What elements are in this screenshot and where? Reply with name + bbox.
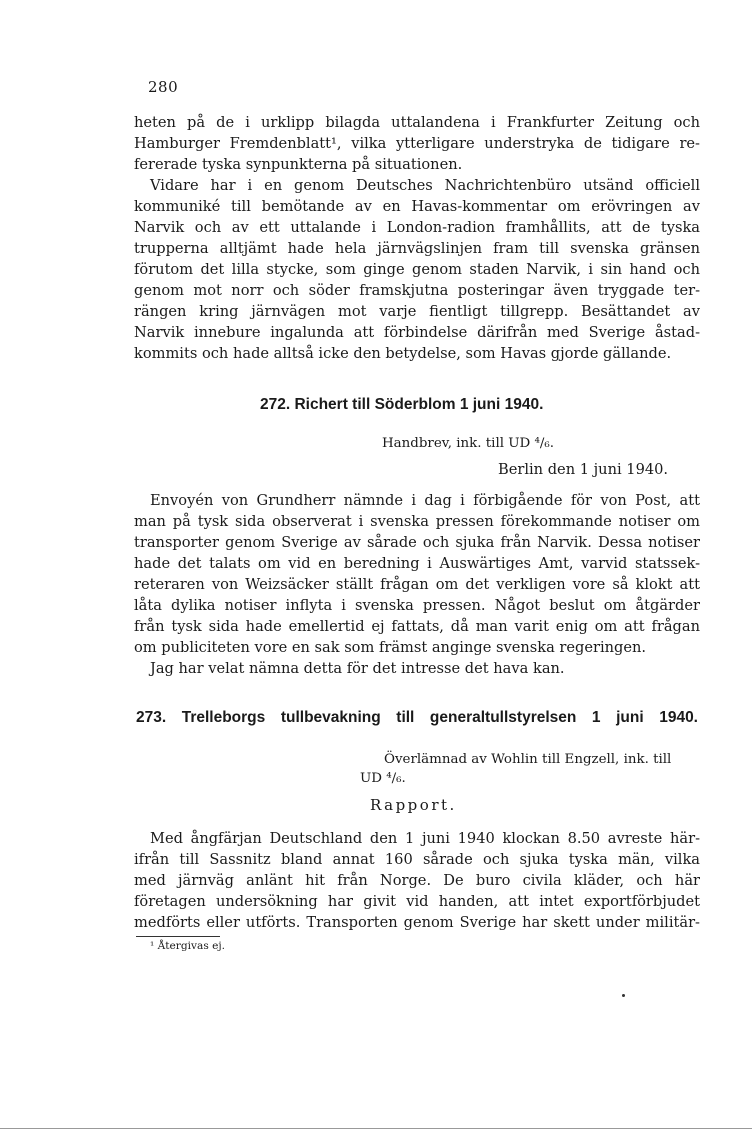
text-line: om publiciteten vore en sak som främst anginge svenska regeringen. [134,639,647,656]
text-line: från tysk sida hade emellertid ej fattats, då man varit enig om att frågan [134,618,700,635]
footnote: ¹ Återgivas ej. [150,940,226,952]
text-line: fererade tyska synpunkterna på situationen. [134,156,463,173]
doc-272-heading: 272. Richert till Söderblom 1 juni 1940. [260,396,544,413]
text-line: genom mot norr och söder framskjutna posteringar även tryggade ter- [134,282,700,299]
heading-word: Trelleborgs [181,709,266,726]
text-line: kommits och hade alltså icke den betydelse, som Havas gjorde gällande. [134,345,672,362]
text-line: Vidare har i en genom Deutsches Nachrichtenbüro utsänd officiell [150,177,700,194]
text-line: Hamburger Fremdenblatt¹, vilka ytterligare understryka de tidigare re- [134,135,700,152]
heading-word: 1940. [659,709,698,726]
heading-word: juni [616,709,644,726]
doc-272-place-date: Berlin den 1 juni 1940. [498,461,669,478]
scan-edge [0,1128,752,1129]
page-number: 280 [148,78,179,96]
text-line: kommuniké till bemötande av en Havas-kommentar om erövringen av [134,198,700,215]
heading-word: till [396,709,415,726]
text-line: Jag har velat nämna detta för det intresse det hava kan. [150,660,565,677]
heading-word: tullbevakning [280,709,381,726]
doc-273-text [134,828,700,933]
scan-speck [622,994,625,997]
intro-text [134,112,700,364]
text-line: Envoyén von Grundherr nämnde i dag i förbigående för von Post, att [150,492,700,509]
text-line: Narvik innebure ingalunda att förbindelse därifrån med Sverige åstad- [134,324,700,341]
text-line: låta dylika notiser inflyta i svenska pressen. Något beslut om åtgärder [134,597,700,614]
text-line: Med ångfärjan Deutschland den 1 juni 1940 klockan 8.50 avreste här- [150,830,700,847]
text-line: reteraren von Weizsäcker ställt frågan om det verkligen vore så klokt att [134,576,700,593]
heading-word: 273. [136,709,167,726]
doc-272-text [134,490,700,679]
heading-word: generaltullstyrelsen [429,709,577,726]
text-line: företagen undersökning har givit vid handen, att intet exportförbjudet [134,893,700,910]
text-line: medförts eller utförts. Transporten genom Sverige har skett under militär- [134,914,700,931]
text-line: man på tysk sida observerat i svenska pressen förekommande notiser om [134,513,700,530]
doc-272-meta: Handbrev, ink. till UD ⁴/₆. [382,436,555,451]
text-line: med järnväg anlänt hit från Norge. De buro civila kläder, och här [134,872,700,889]
text-line: transporter genom Sverige av sårade och sjuka från Narvik. Dessa notiser [134,534,700,551]
text-line: förutom det lilla stycke, som ginge genom staden Narvik, i sin hand och [134,261,700,278]
doc-273-heading [136,709,698,727]
text-line: hade det talats om vid en beredning i Auswärtiges Amt, varvid statssek- [134,555,700,572]
doc-273-meta-line2: UD ⁴/₆. [360,771,406,786]
heading-word: 1 [591,709,601,726]
text-line: rängen kring järnvägen mot varje fientligt tillgrepp. Besättandet av [134,303,700,320]
doc-273-rapport-title: Rapport. [370,796,457,814]
text-line: Narvik och av ett uttalande i London-radion framhållits, att de tyska [134,219,700,236]
footnote-rule [136,936,220,937]
text-line: ifrån till Sassnitz bland annat 160 sårade och sjuka tyska män, vilka [134,851,700,868]
doc-273-meta-line1: Överlämnad av Wohlin till Engzell, ink. till [384,752,672,767]
text-line: trupperna alltjämt hade hela järnvägslinjen fram till svenska gränsen [134,240,700,257]
text-line: heten på de i urklipp bilagda uttalandena i Frankfurter Zeitung och [134,114,700,131]
